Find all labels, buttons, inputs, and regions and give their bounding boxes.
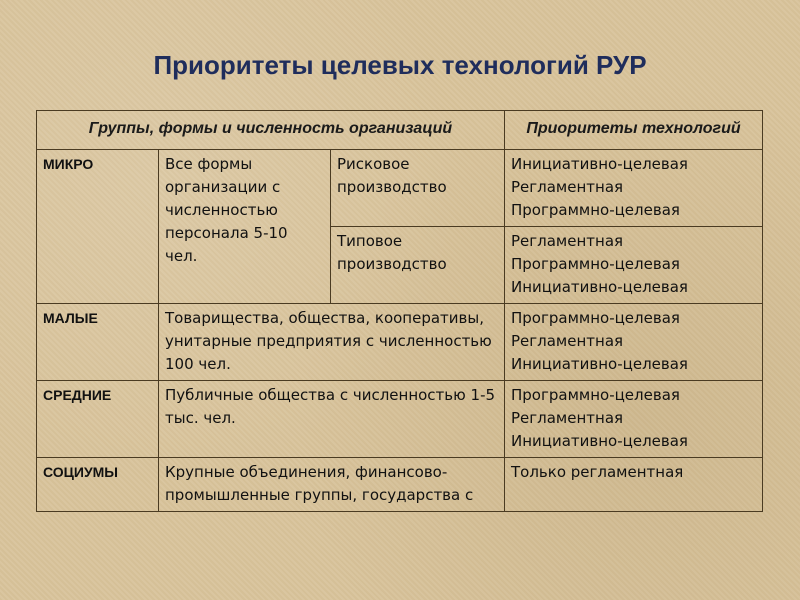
group-cell-small: МАЛЫЕ <box>37 304 159 381</box>
priority-item: Инициативно-целевая <box>511 432 688 450</box>
priority-item: Инициативно-целевая <box>511 155 688 173</box>
priority-item: Только регламентная <box>511 463 684 481</box>
group-cell-micro: МИКРО <box>37 150 159 304</box>
production-type-cell: Типовое производство <box>331 227 505 304</box>
group-cell-socium: СОЦИУМЫ <box>37 458 159 512</box>
priority-item: Программно-целевая <box>511 309 680 327</box>
table-header-row <box>37 111 763 150</box>
priorities-cell <box>505 381 763 458</box>
priority-item: Регламентная <box>511 409 624 427</box>
table-row <box>37 304 763 381</box>
priorities-cell <box>505 227 763 304</box>
group-cell-medium: СРЕДНИЕ <box>37 381 159 458</box>
table-row <box>37 381 763 458</box>
priorities-cell <box>505 458 763 512</box>
header-priorities: Приоритеты технологий <box>505 111 763 150</box>
priority-item: Регламентная <box>511 232 624 250</box>
slide-title: Приоритеты целевых технологий РУР <box>153 50 647 80</box>
forms-cell-micro: Все формы организации с численностью персонала 5-10 чел. <box>159 150 331 304</box>
priorities-cell <box>505 150 763 227</box>
priority-item: Инициативно-целевая <box>511 355 688 373</box>
priority-item: Программно-целевая <box>511 201 680 219</box>
forms-cell-socium: Крупные объединения, финансово-промышленные группы, государства с <box>159 458 505 512</box>
table-row <box>37 150 763 227</box>
header-groups: Группы, формы и численность организаций <box>37 111 505 150</box>
priority-item: Регламентная <box>511 178 624 196</box>
priority-item: Программно-целевая <box>511 386 680 404</box>
priority-item: Регламентная <box>511 332 624 350</box>
priorities-table <box>36 110 763 512</box>
production-type-cell: Рисковое производство <box>331 150 505 227</box>
priority-item: Программно-целевая <box>511 255 680 273</box>
priorities-cell <box>505 304 763 381</box>
table-row <box>37 458 763 512</box>
forms-cell-small: Товарищества, общества, кооперативы, унитарные предприятия с численностью 100 чел. <box>159 304 505 381</box>
priority-item: Инициативно-целевая <box>511 278 688 296</box>
forms-cell-medium: Публичные общества с численностью 1-5 тыс. чел. <box>159 381 505 458</box>
